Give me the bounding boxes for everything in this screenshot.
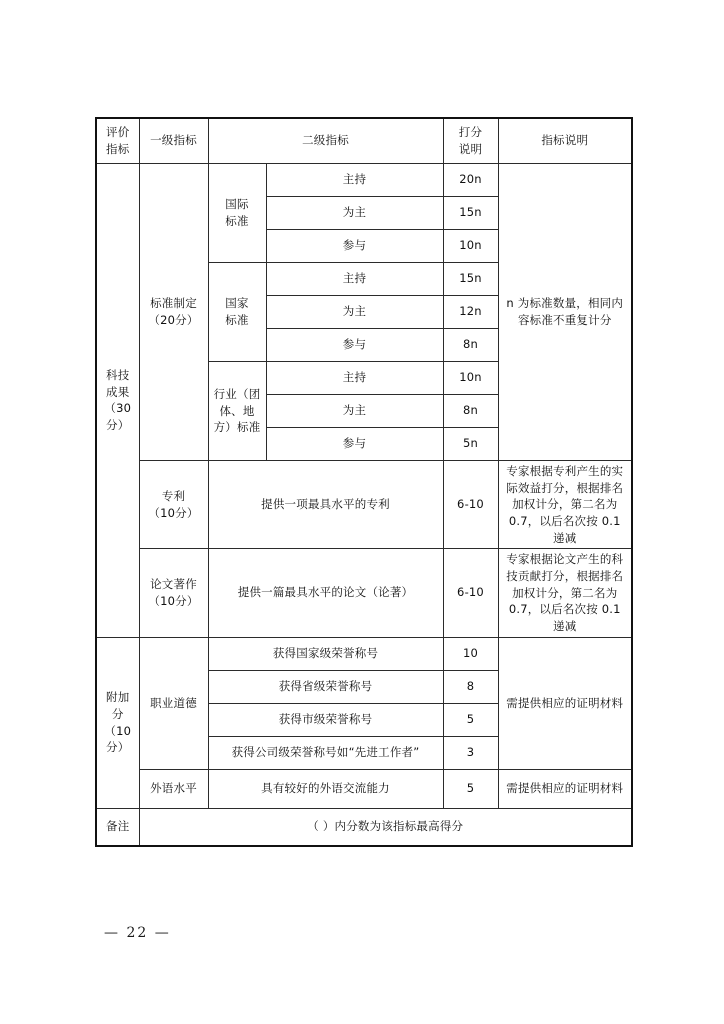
sub-group-label-line2: 标准 xyxy=(225,313,249,327)
group-label-line1: 附加 xyxy=(106,690,130,705)
footer-label-remarks: 备注 xyxy=(96,808,139,846)
group-label-line4: 分） xyxy=(106,418,130,433)
header-eval-line1: 评价 xyxy=(106,125,130,140)
first-level-label-patent xyxy=(139,461,208,549)
score-value: 5 xyxy=(443,769,498,808)
header-scoring-note xyxy=(443,118,498,164)
sub-group-label-industry-standard xyxy=(208,362,266,461)
second-level-item: 具有较好的外语交流能力 xyxy=(208,769,443,808)
score-value: 5n xyxy=(443,428,498,461)
header-eval-line2: 指标 xyxy=(106,142,130,156)
description-standard-formulation: n 为标准数量，相同内容标准不重复计分 xyxy=(498,164,632,461)
group-label-line3: （10 xyxy=(104,723,132,738)
score-value: 8n xyxy=(443,395,498,428)
description-professional-ethics: 需提供相应的证明材料 xyxy=(498,637,632,769)
table-footer-row xyxy=(96,808,632,846)
score-value: 20n xyxy=(443,164,498,197)
score-value: 6-10 xyxy=(443,549,498,637)
second-level-item: 参与 xyxy=(266,329,443,362)
table-row xyxy=(96,164,632,197)
group-label-additional-points xyxy=(96,637,139,808)
group-label-line2: 成果 xyxy=(106,384,130,399)
group-label-line3: （30 xyxy=(104,401,132,416)
header-first-level-indicator: 一级指标 xyxy=(139,118,208,164)
table-row xyxy=(96,549,632,637)
score-value: 10n xyxy=(443,230,498,263)
header-score-line2: 说明 xyxy=(458,142,483,156)
sub-group-label-line1: 行业（团 xyxy=(213,386,261,401)
group-label-line2: 分 xyxy=(111,707,124,722)
first-level-label-foreign-language: 外语水平 xyxy=(139,769,208,808)
header-indicator-description: 指标说明 xyxy=(498,118,632,164)
sub-group-label-international-standard xyxy=(208,164,266,263)
second-level-item: 获得公司级荣誉称号如“先进工作者” xyxy=(208,736,443,769)
table-row xyxy=(96,769,632,808)
first-level-label-line1: 论文著作 xyxy=(150,577,197,592)
score-value: 8 xyxy=(443,670,498,703)
footer-text-remarks: （ ）内分数为该指标最高得分 xyxy=(139,808,632,846)
group-label-tech-achievement xyxy=(96,164,139,638)
first-level-label-line2: （10分） xyxy=(148,594,199,609)
second-level-item: 获得省级荣誉称号 xyxy=(208,670,443,703)
score-value: 15n xyxy=(443,197,498,230)
second-level-item: 参与 xyxy=(266,428,443,461)
first-level-label-paper-works xyxy=(139,549,208,637)
second-level-item: 主持 xyxy=(266,362,443,395)
score-value: 12n xyxy=(443,296,498,329)
first-level-label-line1: 标准制定 xyxy=(150,296,197,311)
score-value: 10 xyxy=(443,637,498,670)
second-level-item: 主持 xyxy=(266,164,443,197)
table-row xyxy=(96,461,632,549)
second-level-item: 主持 xyxy=(266,263,443,296)
sub-group-label-line1: 国际 xyxy=(225,197,249,212)
group-label-line1: 科技 xyxy=(106,368,130,383)
description-patent: 专家根据专利产生的实际效益打分，根据排名加权计分，第二名为 0.7，以后名次按 0.1 递减 xyxy=(498,461,632,549)
evaluation-indicator-table xyxy=(95,117,633,847)
second-level-item: 获得市级荣誉称号 xyxy=(208,703,443,736)
score-value: 3 xyxy=(443,736,498,769)
second-level-item: 提供一篇最具水平的论文（论著） xyxy=(208,549,443,637)
description-foreign-language: 需提供相应的证明材料 xyxy=(498,769,632,808)
page-number: — 22 — xyxy=(104,925,171,941)
first-level-label-line1: 专利 xyxy=(161,489,186,503)
group-label-line4: 分） xyxy=(106,740,130,755)
sub-group-label-line3: 方）标准 xyxy=(213,420,261,435)
sub-group-label-line1: 国家 xyxy=(225,296,249,311)
second-level-item: 提供一项最具水平的专利 xyxy=(208,461,443,549)
second-level-item: 为主 xyxy=(266,296,443,329)
score-value: 6-10 xyxy=(443,461,498,549)
sub-group-label-line2: 标准 xyxy=(225,214,249,228)
header-second-level-indicator: 二级指标 xyxy=(208,118,443,164)
second-level-item: 为主 xyxy=(266,395,443,428)
score-value: 15n xyxy=(443,263,498,296)
table-row xyxy=(96,637,632,670)
second-level-item: 参与 xyxy=(266,230,443,263)
description-paper-works: 专家根据论文产生的科技贡献打分，根据排名加权计分，第二名为 0.7，以后名次按 0.1 递减 xyxy=(498,549,632,637)
score-value: 10n xyxy=(443,362,498,395)
first-level-label-standard-formulation xyxy=(139,164,208,461)
score-value: 5 xyxy=(443,703,498,736)
header-evaluation-indicator xyxy=(96,118,139,164)
second-level-item: 为主 xyxy=(266,197,443,230)
first-level-label-line2: （20分） xyxy=(148,313,199,327)
first-level-label-line2: （10分） xyxy=(148,505,199,520)
first-level-label-professional-ethics: 职业道德 xyxy=(139,637,208,769)
score-value: 8n xyxy=(443,329,498,362)
second-level-item: 获得国家级荣誉称号 xyxy=(208,637,443,670)
header-score-line1: 打分 xyxy=(458,125,483,140)
table-header-row xyxy=(96,118,632,164)
sub-group-label-line2: 体、地 xyxy=(219,403,255,418)
sub-group-label-national-standard xyxy=(208,263,266,362)
